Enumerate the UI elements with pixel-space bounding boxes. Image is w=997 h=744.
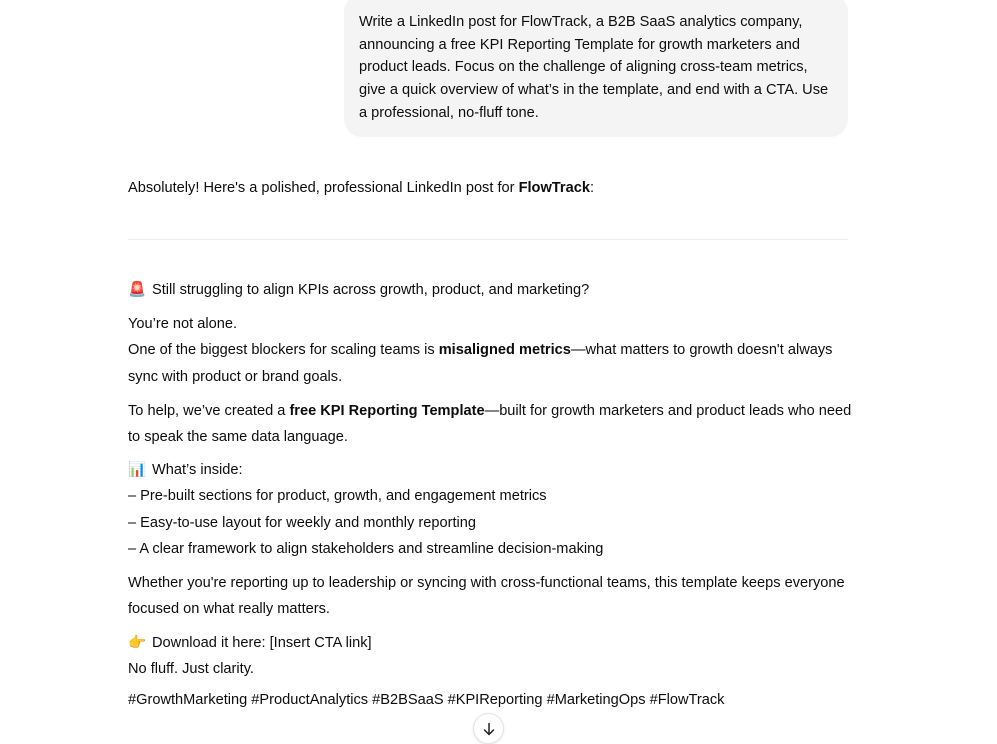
arrow-down-icon — [482, 722, 496, 736]
post-hook — [128, 277, 853, 303]
pointing-hand-icon: 👉 — [128, 635, 147, 651]
bar-chart-icon: 📊 — [128, 462, 147, 478]
cta-text: Download it here: [Insert CTA link] — [152, 635, 372, 651]
intro-colon: : — [589, 180, 594, 196]
p3-text: To help, we’ve created a — [128, 403, 290, 419]
list-item: – Pre-built sections for product, growth, and engagement metrics — [128, 488, 547, 505]
hashtags-text: #GrowthMarketing #ProductAnalytics #B2BSaaS #KPIReporting #MarketingOps #FlowTrack — [128, 692, 725, 708]
scroll-to-bottom-button[interactable] — [473, 713, 504, 744]
assistant-intro — [128, 175, 853, 201]
intro-brand: FlowTrack — [518, 180, 590, 196]
divider — [128, 239, 848, 240]
user-message-text: Write a LinkedIn post for FlowTrack, a B2B SaaS analytics company, announcing a free KPI Reporting Template for growth marketers and product leads. Focus on the challenge of aligning cross-team metrics, give a quick overview of what’s in the template, and end with a CTA. Use a professional, no-fluff tone. — [359, 14, 829, 121]
p2-text: One of the biggest blockers for scaling teams is — [128, 342, 439, 359]
p3-text-end: —built for growth marketers and product leads who need to speak the same data language. — [128, 403, 852, 446]
user-message-bubble — [344, 0, 848, 137]
p2-text-end: —what matters to growth doesn't always sync with product or brand goals. — [128, 342, 833, 385]
list-item: – Easy-to-use layout for weekly and monthly reporting — [128, 514, 476, 531]
post-cta — [128, 630, 853, 683]
closing-text: No fluff. Just clarity. — [128, 661, 254, 678]
inside-title: What’s inside: — [152, 462, 243, 478]
intro-text: Absolutely! Here's a polished, professional LinkedIn post for — [128, 180, 519, 196]
p2-bold: misaligned metrics — [438, 342, 571, 359]
post-paragraph-value — [128, 570, 853, 623]
post-hashtags — [128, 690, 853, 710]
p3-bold: free KPI Reporting Template — [289, 403, 485, 419]
post-paragraph-problem — [128, 311, 853, 390]
post-whats-inside — [128, 457, 853, 563]
hook-text: Still struggling to align KPIs across growth, product, and marketing? — [152, 282, 590, 298]
siren-icon: 🚨 — [128, 282, 147, 298]
post-paragraph-offer — [128, 398, 853, 451]
list-item: – A clear framework to align stakeholders and streamline decision-making — [128, 541, 604, 558]
p5-text: Whether you're reporting up to leadership or syncing with cross-functional teams, this template keeps everyone focused on what really matters. — [128, 575, 845, 618]
not-alone-text: You’re not alone. — [128, 316, 238, 332]
